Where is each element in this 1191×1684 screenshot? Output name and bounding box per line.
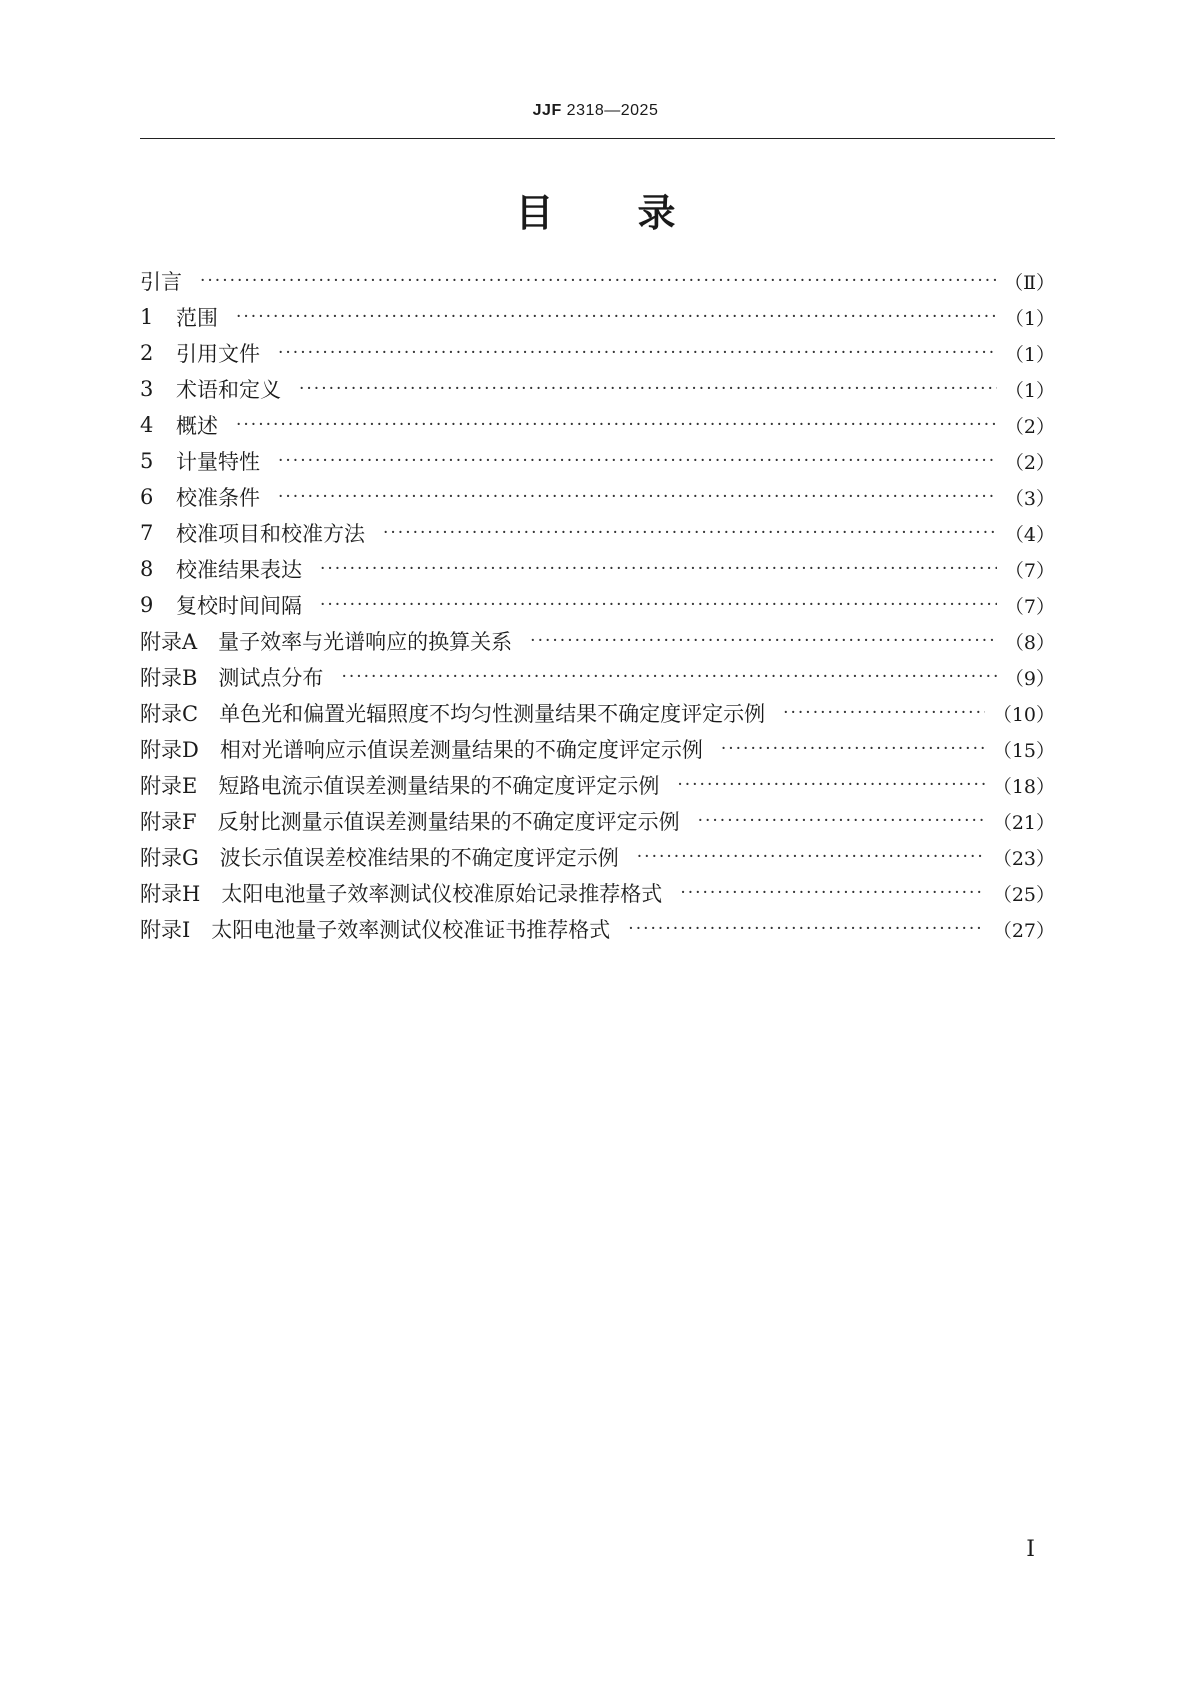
toc-dot-leader xyxy=(341,667,996,687)
toc-entry[interactable] xyxy=(140,479,1055,515)
toc-entry[interactable] xyxy=(140,299,1055,335)
document-code-header xyxy=(0,102,1191,120)
toc-dot-leader xyxy=(278,343,997,363)
toc-entry-page: （7） xyxy=(1004,559,1055,582)
toc-entry[interactable] xyxy=(140,443,1055,479)
toc-entry-page: （9） xyxy=(1004,667,1055,690)
toc-entry-page: （23） xyxy=(992,847,1055,870)
toc-entry-number: 8 xyxy=(140,557,154,581)
document-code-number: 2318—2025 xyxy=(561,102,659,119)
toc-entry[interactable] xyxy=(140,767,1055,803)
toc-entry-page: （15） xyxy=(992,739,1055,762)
toc-entry-page: （25） xyxy=(992,883,1055,906)
toc-entry-label: 校准条件 xyxy=(176,486,260,510)
toc-entry-label: 术语和定义 xyxy=(176,378,281,402)
toc-entry-number: 9 xyxy=(140,593,154,617)
toc-entry-page: （7） xyxy=(1004,595,1055,618)
toc-entry-label: 附录D 相对光谱响应示值误差测量结果的不确定度评定示例 xyxy=(140,738,703,762)
toc-dot-leader xyxy=(783,703,985,723)
toc-entry-page: （2） xyxy=(1004,415,1055,438)
toc-entry-label: 附录E 短路电流示值误差测量结果的不确定度评定示例 xyxy=(140,774,660,798)
toc-entry[interactable] xyxy=(140,371,1055,407)
toc-entry-label: 附录F 反射比测量示值误差测量结果的不确定度评定示例 xyxy=(140,810,680,834)
toc-entry-label: 范围 xyxy=(176,306,218,330)
toc-entry-number: 6 xyxy=(140,485,154,509)
toc-dot-leader xyxy=(200,271,996,291)
toc-dot-leader xyxy=(320,559,997,579)
toc-entry-label: 校准结果表达 xyxy=(176,558,302,582)
toc-entry-label: 附录B 测试点分布 xyxy=(140,666,324,690)
toc-entry-page: （8） xyxy=(1004,631,1055,654)
toc-entry[interactable] xyxy=(140,695,1055,731)
page-number: Ⅰ xyxy=(1026,1537,1035,1562)
toc-dot-leader xyxy=(698,811,985,831)
toc-entry[interactable] xyxy=(140,335,1055,371)
page-title: 目录 xyxy=(515,191,760,235)
document-code-prefix: JJF xyxy=(532,102,562,119)
toc-entry-label: 复校时间间隔 xyxy=(176,594,302,618)
toc-entry-number: 4 xyxy=(140,413,154,437)
toc-dot-leader xyxy=(530,631,997,651)
toc-entry[interactable] xyxy=(140,623,1055,659)
toc-dot-leader xyxy=(278,487,997,507)
toc-dot-leader xyxy=(320,595,997,615)
toc-entry[interactable] xyxy=(140,803,1055,839)
toc-entry[interactable] xyxy=(140,731,1055,767)
toc-entry-label: 概述 xyxy=(176,414,218,438)
toc-entry-label: 附录C 单色光和偏置光辐照度不均匀性测量结果不确定度评定示例 xyxy=(140,702,766,726)
toc-entry-label: 附录H 太阳电池量子效率测试仪校准原始记录推荐格式 xyxy=(140,882,663,906)
toc-dot-leader xyxy=(236,307,997,327)
toc-entry[interactable] xyxy=(140,407,1055,443)
header-divider xyxy=(140,138,1055,139)
toc-entry[interactable] xyxy=(140,263,1055,299)
toc-entry-page: （1） xyxy=(1004,307,1055,330)
toc-entry-number: 1 xyxy=(140,305,154,329)
table-of-contents xyxy=(140,263,1055,947)
toc-dot-leader xyxy=(236,415,997,435)
toc-entry-label: 附录A 量子效率与光谱响应的换算关系 xyxy=(140,630,513,654)
toc-entry-label: 附录G 波长示值误差校准结果的不确定度评定示例 xyxy=(140,846,619,870)
toc-entry-label: 计量特性 xyxy=(176,450,260,474)
toc-entry-page: （1） xyxy=(1004,343,1055,366)
toc-entry[interactable] xyxy=(140,659,1055,695)
toc-entry-page: （4） xyxy=(1004,523,1055,546)
toc-dot-leader xyxy=(677,775,984,795)
toc-dot-leader xyxy=(637,847,985,867)
toc-dot-leader xyxy=(383,523,997,543)
toc-entry-page: （27） xyxy=(992,919,1055,942)
toc-entry-number: 2 xyxy=(140,341,154,365)
toc-entry-number: 5 xyxy=(140,449,154,473)
toc-entry-page: （Ⅱ） xyxy=(1004,271,1055,294)
toc-dot-leader xyxy=(299,379,997,399)
toc-entry-number: 7 xyxy=(140,521,154,545)
toc-entry-page: （21） xyxy=(992,811,1055,834)
toc-entry-page: （10） xyxy=(992,703,1055,726)
toc-dot-leader xyxy=(628,919,985,939)
toc-entry-page: （2） xyxy=(1004,451,1055,474)
toc-entry-page: （18） xyxy=(992,775,1055,798)
toc-entry[interactable] xyxy=(140,515,1055,551)
toc-entry-number: 3 xyxy=(140,377,154,401)
toc-entry[interactable] xyxy=(140,875,1055,911)
toc-entry-page: （1） xyxy=(1004,379,1055,402)
toc-dot-leader xyxy=(721,739,985,759)
toc-entry[interactable] xyxy=(140,839,1055,875)
toc-entry-label: 附录I 太阳电池量子效率测试仪校准证书推荐格式 xyxy=(140,918,611,942)
toc-entry-label: 引言 xyxy=(140,270,182,294)
toc-entry-label: 校准项目和校准方法 xyxy=(176,522,365,546)
toc-entry-label: 引用文件 xyxy=(176,342,260,366)
toc-entry[interactable] xyxy=(140,911,1055,947)
toc-entry[interactable] xyxy=(140,551,1055,587)
toc-entry-page: （3） xyxy=(1004,487,1055,510)
toc-dot-leader xyxy=(680,883,985,903)
toc-entry[interactable] xyxy=(140,587,1055,623)
toc-dot-leader xyxy=(278,451,997,471)
